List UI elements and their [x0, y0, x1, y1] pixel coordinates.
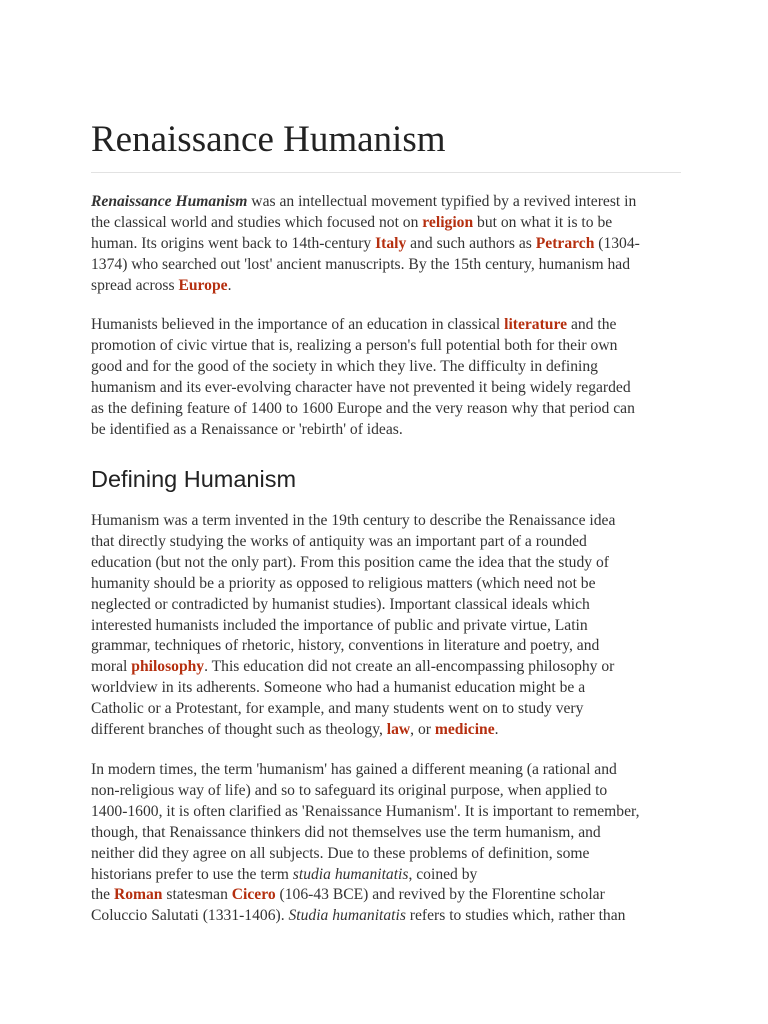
text-line: Catholic or a Protestant, for example, and many students went on to study very — [91, 700, 584, 718]
text-fragment: Humanists believed in the importance of an education in classical — [91, 316, 505, 333]
text-fragment: different branches of thought such as theology, — [91, 721, 387, 739]
link-philosophy[interactable]: philosophy — [131, 658, 205, 676]
term-emphasis: Renaissance Humanism — [91, 193, 248, 210]
text-fragment: the — [91, 886, 114, 904]
text-line — [91, 315, 681, 336]
text-line — [91, 657, 681, 678]
text-line: be identified as a Renaissance or 'rebirth' of ideas. — [91, 420, 403, 438]
text-line: though, that Renaissance thinkers did not themselves use the term humanism, and — [91, 823, 601, 841]
text-fragment: , or — [410, 721, 435, 739]
text-line — [91, 720, 681, 741]
text-line — [91, 885, 681, 906]
text-fragment: Coluccio Salutati (1331-1406). — [91, 907, 289, 925]
text-line — [91, 276, 681, 297]
paragraph-modern-times — [91, 760, 681, 927]
text-line: promotion of civic virtue that is, realizing a person's full potential both for their own — [91, 336, 618, 354]
text-line: education (but not the only part). From this position came the idea that the study of — [91, 553, 609, 571]
link-literature[interactable]: literature — [504, 316, 568, 333]
paragraph-intro — [91, 192, 681, 297]
link-roman[interactable]: Roman — [113, 886, 163, 904]
title-divider — [91, 172, 681, 173]
link-petrarch[interactable]: Petrarch — [535, 234, 595, 252]
text-fragment: spread across — [91, 276, 179, 294]
text-fragment: . This education did not create an all-encompassing philosophy or — [204, 658, 615, 676]
text-line: humanity should be a priority as opposed to religious matters (which need not be — [91, 574, 596, 592]
text-fragment: and such authors as — [406, 234, 536, 252]
link-italy[interactable]: Italy — [375, 234, 407, 252]
text-fragment: human. Its origins went back to 14th-century — [91, 234, 376, 252]
term-italic: Studia humanitatis — [288, 907, 406, 925]
text-fragment: , coined by — [408, 865, 478, 883]
text-fragment: refers to studies which, rather than — [405, 907, 626, 925]
text-fragment: and the — [567, 316, 617, 333]
text-line: neglected or contradicted by humanist studies). Important classical ideals which — [91, 595, 590, 613]
link-europe[interactable]: Europe — [178, 276, 228, 294]
text-line — [91, 192, 681, 213]
text-fragment: (1304- — [594, 234, 640, 252]
text-fragment: the classical world and studies which focused not on — [91, 213, 423, 231]
text-line: non-religious way of life) and so to safeguard its original purpose, when applied to — [91, 781, 608, 799]
paragraph-humanists — [91, 315, 681, 440]
text-line: humanism and its ever-evolving character have not prevented it being widely regarded — [91, 378, 631, 396]
text-line: In modern times, the term 'humanism' has gained a different meaning (a rational and — [91, 761, 617, 778]
text-line: neither did they agree on all subjects. Due to these problems of definition, some — [91, 844, 590, 862]
text-line — [91, 906, 681, 927]
text-line — [91, 213, 681, 234]
text-line: grammar, techniques of rhetoric, history, conventions in literature and poetry, and — [91, 637, 600, 655]
text-line: good and for the good of the society in which they live. The difficulty in defining — [91, 357, 598, 375]
term-italic: studia humanitatis — [292, 865, 409, 883]
text-line: 1374) who searched out 'lost' ancient manuscripts. By the 15th century, humanism had — [91, 255, 631, 273]
link-religion[interactable]: religion — [422, 213, 474, 231]
link-cicero[interactable]: Cicero — [231, 886, 276, 904]
paragraph-defining — [91, 511, 681, 741]
text-fragment: was an intellectual movement typified by a revived interest in — [247, 193, 637, 210]
text-line: as the defining feature of 1400 to 1600 Europe and the very reason why that period can — [91, 399, 635, 417]
text-fragment: . — [494, 721, 499, 739]
text-fragment: (106-43 BCE) and revived by the Florentine scholar — [275, 886, 605, 904]
page-title: Renaissance Humanism — [91, 119, 446, 160]
text-line: 1400-1600, it is often clarified as 'Renaissance Humanism'. It is important to remember, — [91, 802, 640, 820]
text-line: Humanism was a term invented in the 19th century to describe the Renaissance idea — [91, 512, 616, 529]
text-fragment: statesman — [162, 886, 232, 904]
text-fragment: historians prefer to use the term — [91, 865, 293, 883]
text-line: interested humanists included the importance of public and private virtue, Latin — [91, 616, 588, 634]
text-line: that directly studying the works of antiquity was an important part of a rounded — [91, 532, 587, 550]
link-medicine[interactable]: medicine — [434, 721, 495, 739]
link-law[interactable]: law — [386, 721, 411, 739]
text-fragment: but on what it is to be — [473, 213, 613, 231]
text-line — [91, 865, 681, 886]
text-line: worldview in its adherents. Someone who had a humanist education might be a — [91, 679, 586, 697]
section-heading: Defining Humanism — [91, 466, 297, 492]
text-fragment: moral — [91, 658, 132, 676]
text-fragment: . — [227, 276, 232, 294]
text-line — [91, 234, 681, 255]
